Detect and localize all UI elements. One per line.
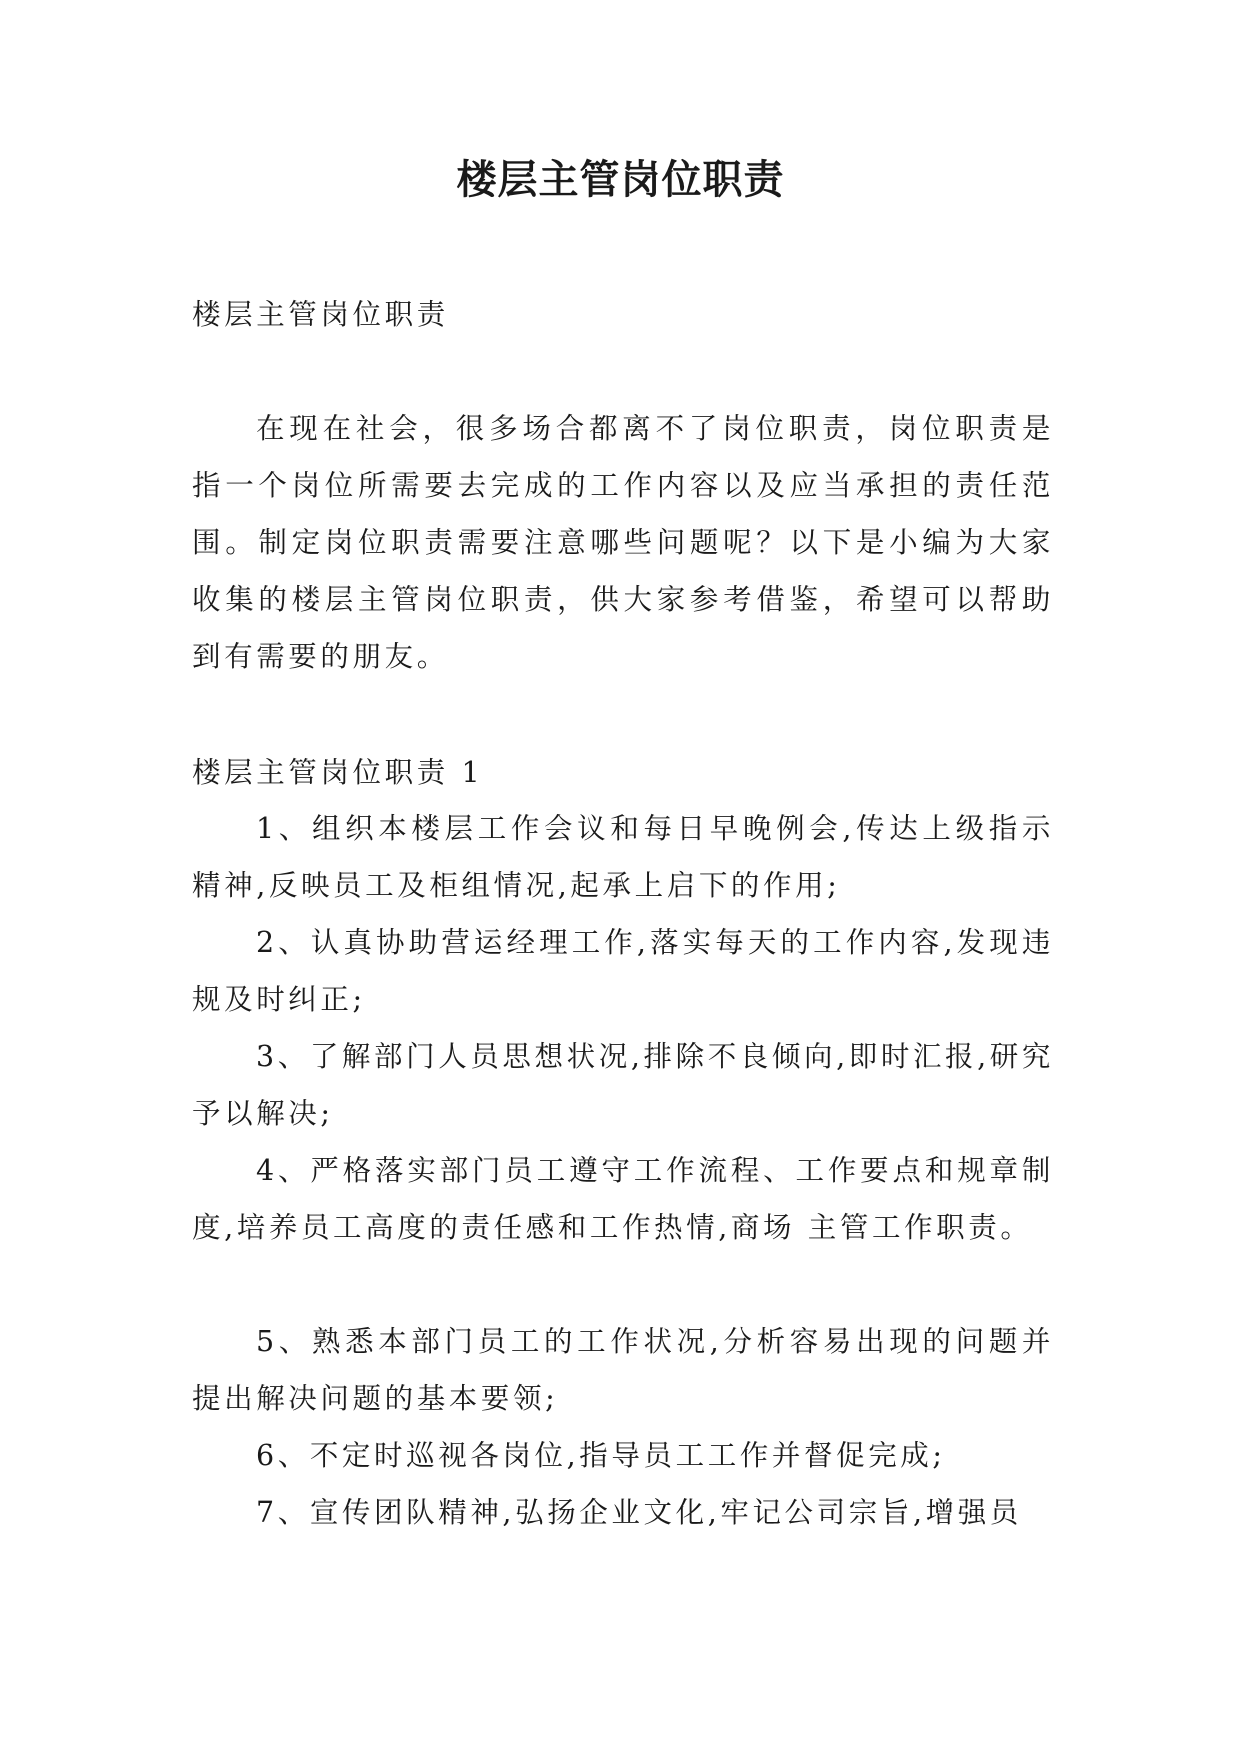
intro-paragraph: 在现在社会，很多场合都离不了岗位职责，岗位职责是指一个岗位所需要去完成的工作内容以及应当承担的责任范围。制定岗位职责需要注意哪些问题呢？以下是小编为大家收集的楼层主管岗位职责，供大家参考借鉴，希望可以帮助到有需要的朋友。: [192, 412, 1054, 673]
duty-item-5: 5、熟悉本部门员工的工作状况,分析容易出现的问题并提出解决问题的基本要领;: [192, 1325, 1054, 1415]
document-subtitle: 楼层主管岗位职责: [192, 298, 449, 331]
duty-item-3: 3、了解部门人员思想状况,排除不良倾向,即时汇报,研究予以解决;: [192, 1040, 1055, 1130]
duty-item-6: 6、不定时巡视各岗位,指导员工工作并督促完成;: [256, 1439, 946, 1472]
duty-item-2: 2、认真协助营运经理工作,落实每天的工作内容,发现违规及时纠正;: [192, 926, 1054, 1016]
duty-item-1: 1、组织本楼层工作会议和每日早晚例会,传达上级指示精神,反映员工及柜组情况,起承上启下的作用;: [192, 812, 1054, 902]
duty-item-7: 7、宣传团队精神,弘扬企业文化,牢记公司宗旨,增强员: [256, 1496, 1022, 1529]
duty-item-4: 4、严格落实部门员工遵守工作流程、工作要点和规章制度,培养员工高度的责任感和工作热情,商场 主管工作职责。: [192, 1154, 1054, 1244]
section-heading: 楼层主管岗位职责 1: [192, 756, 484, 789]
document-title: 楼层主管岗位职责: [456, 156, 785, 203]
